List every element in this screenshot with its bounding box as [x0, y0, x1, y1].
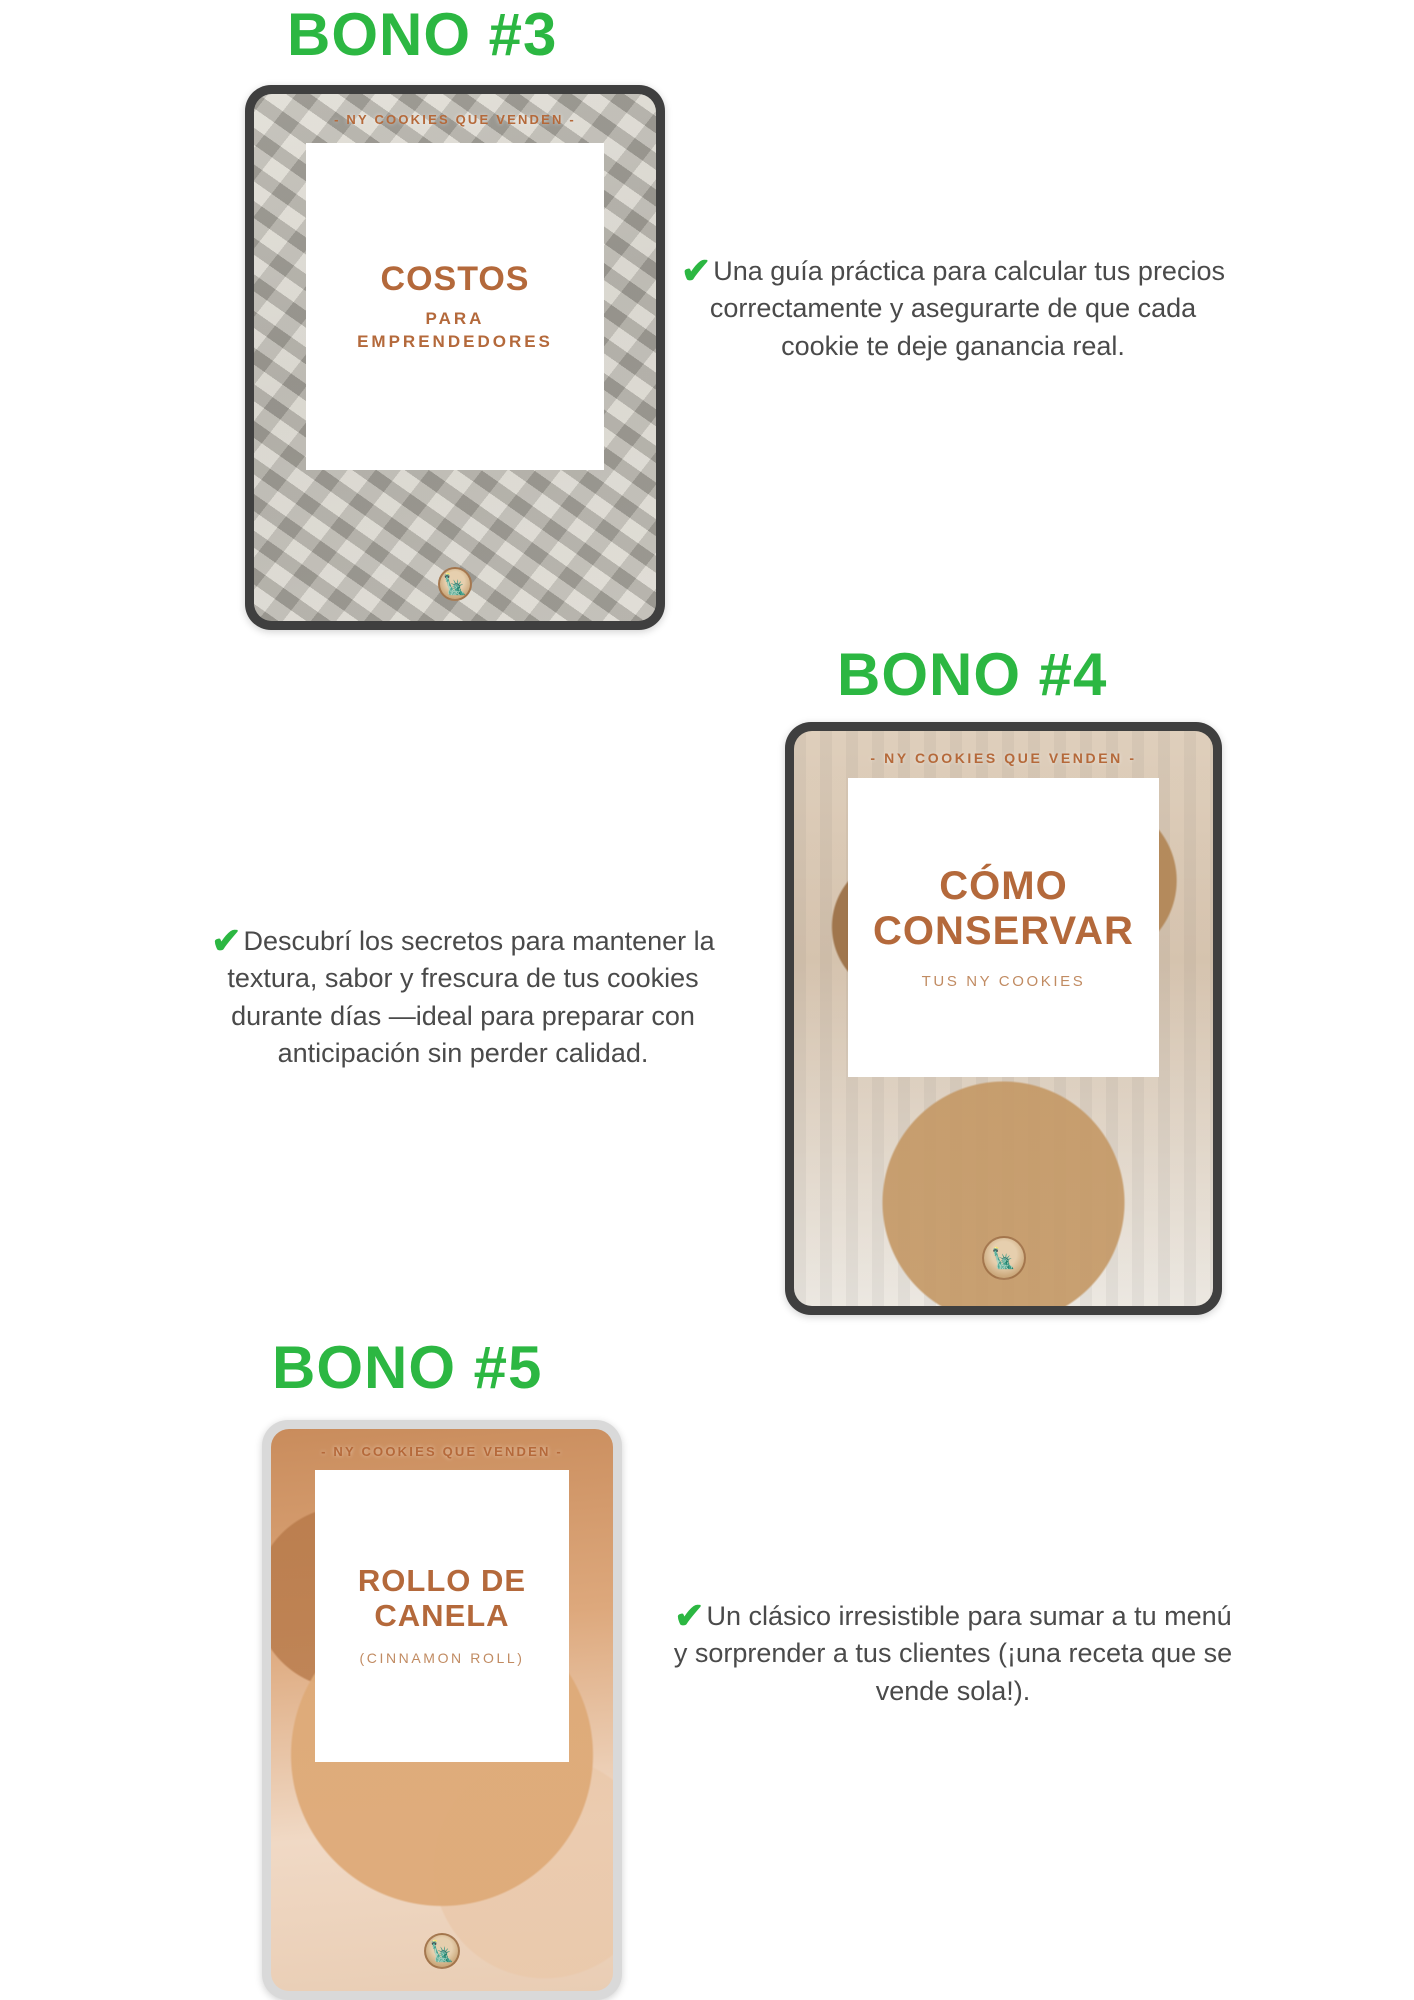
bonus-5-cover-kicker: - NY COOKIES QUE VENDEN - [321, 1444, 563, 1460]
bonus-5-cover-card [315, 1470, 568, 1762]
bonus-5-description [668, 1595, 1238, 1710]
bonus-4-cover-kicker: - NY COOKIES QUE VENDEN - [870, 749, 1137, 766]
bonus-5-cover [271, 1429, 613, 1991]
bonus-4-description [178, 920, 748, 1072]
bonus-5-screen [271, 1429, 613, 1991]
liberty-logo-icon: 🗽 [424, 1933, 460, 1969]
bonus-3-cover-card [306, 143, 603, 470]
check-icon: ✔ [211, 920, 242, 961]
bonus-3-title: BONO #3 [287, 1, 558, 68]
bonus-4-cover-title-line1: CÓMO [939, 864, 1068, 909]
check-icon: ✔ [681, 250, 712, 291]
bonus-5-cover-title-line1: ROLLO DE [357, 1562, 527, 1598]
bonus-5-description-text: Un clásico irresistible para sumar a tu menú y sorprender a tus clientes (¡una receta que se vende sola!). [673, 1601, 1233, 1706]
bonus-3-cover [254, 94, 656, 621]
check-icon: ✔ [674, 1595, 705, 1636]
bonus-3-description-text: Una guía práctica para calcular tus precios correctamente y asegurarte de que cada cookie te deje ganancia real. [709, 256, 1225, 361]
bonus-5-title: BONO #5 [272, 1334, 543, 1401]
bonus-4-cover-sub: TUS NY COOKIES [921, 972, 1086, 990]
bonus-3-description [668, 250, 1238, 365]
bonus-3-cover-subline1: PARA [425, 309, 485, 329]
bonus-5-cover-title-line2: CANELA [374, 1597, 510, 1633]
bonus-3-cover-title: COSTOS [380, 260, 530, 299]
bonus-3-cover-kicker: - NY COOKIES QUE VENDEN - [334, 112, 576, 128]
bonus-5-tablet-mockup [262, 1420, 622, 2000]
bonus-3-tablet-mockup [245, 85, 665, 630]
bonus-4-cover-title-line2: CONSERVAR [873, 909, 1134, 954]
liberty-logo-icon: 🗽 [438, 567, 472, 601]
bonus-4-tablet-mockup [785, 722, 1222, 1315]
bonus-3-screen [254, 94, 656, 621]
bonus-4-title: BONO #4 [837, 641, 1108, 708]
bonus-4-description-text: Descubrí los secretos para mantener la textura, sabor y frescura de tus cookies durante días —ideal para preparar con anticipación sin perder calidad. [227, 926, 715, 1068]
bonus-4-cover [794, 731, 1213, 1306]
bonus-4-cover-card [848, 778, 1158, 1077]
bonus-5-cover-sub: (CINNAMON ROLL) [359, 1650, 525, 1667]
liberty-logo-icon: 🗽 [982, 1236, 1026, 1280]
bonus-3-cover-subline2: EMPRENDEDORES [357, 331, 553, 351]
bonus-4-screen [794, 731, 1213, 1306]
